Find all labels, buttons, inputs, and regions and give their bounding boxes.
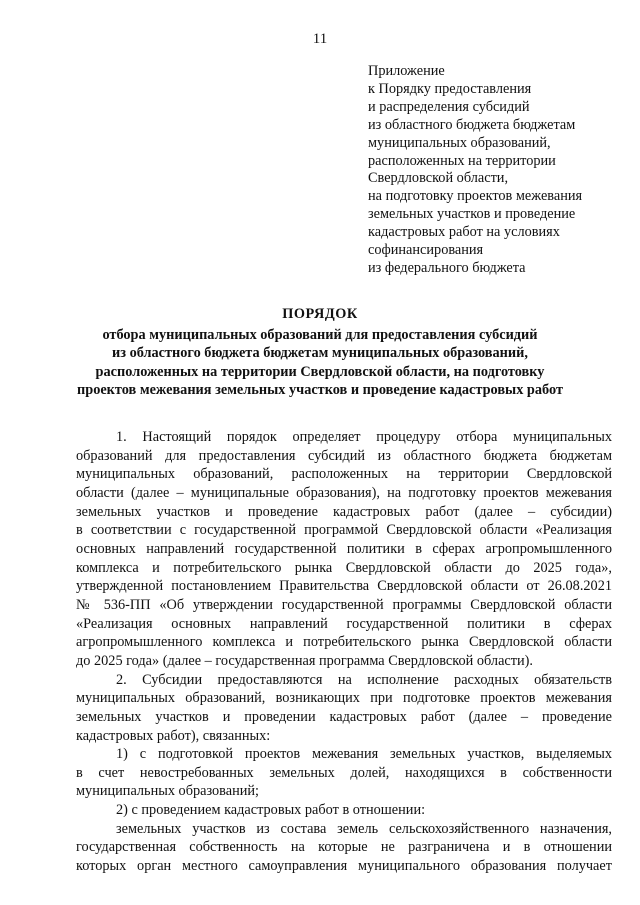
- body-line: государственная собственность на которые не разграничена и в отношении: [76, 839, 612, 856]
- body-line: 2. Субсидии предоставляются на исполнение расходных обязательств: [116, 671, 612, 688]
- body-line: «Реализация основных направлений государственной политики в сферах: [76, 615, 612, 632]
- body-line: муниципальных образований, возникающих при подготовке проектов межевания: [76, 690, 612, 707]
- document-title-block: [0, 305, 640, 400]
- body-line: 1) с подготовкой проектов межевания земельных участков, выделяемых: [116, 746, 612, 763]
- body-line: в счет невостребованных земельных долей, находящихся в собственности: [76, 764, 612, 781]
- document-body: [76, 428, 612, 876]
- appendix-line: к Порядку предоставления: [368, 80, 532, 97]
- body-line: агропромышленного комплекса и потребительского рынка Свердловской области: [76, 634, 612, 651]
- body-line: образований для предоставления субсидий из областного бюджета бюджетам: [76, 447, 612, 464]
- body-line: муниципальных образований;: [76, 783, 260, 800]
- appendix-line: муниципальных образований,: [368, 134, 551, 151]
- body-line: до 2025 года» (далее – государственная программа Свердловской области).: [76, 652, 533, 669]
- appendix-line: Свердловской области,: [368, 170, 509, 187]
- body-line: земельных участков и проведении кадастровых работ (далее – проведение: [76, 708, 612, 725]
- body-line: в соответствии с государственной программой Свердловской области «Реализация: [76, 522, 612, 539]
- body-line: которых орган местного самоуправления муниципального образования получает: [76, 858, 612, 875]
- page-number: 11: [312, 31, 328, 47]
- document-subtitle-line: проектов межевания земельных участков и проведение кадастровых работ: [77, 382, 563, 398]
- body-line: утвержденной постановлением Правительства Свердловской области от 26.08.2021: [76, 578, 612, 595]
- appendix-line: расположенных на территории: [368, 152, 556, 169]
- appendix-line: софинансирования: [368, 242, 484, 259]
- appendix-line: земельных участков и проведение: [368, 206, 576, 223]
- body-line: области (далее – муниципальные образования), на подготовку проектов межевания: [76, 484, 612, 501]
- body-line: № 536-ПП «Об утверждении государственной программы Свердловской области: [76, 596, 612, 613]
- appendix-line: из областного бюджета бюджетам: [368, 116, 576, 133]
- body-line: 2) с проведением кадастровых работ в отношении:: [116, 802, 426, 819]
- appendix-line: Приложение: [368, 63, 445, 79]
- body-line: комплекса и потребительского рынка Свердловской области до 2025 года»,: [76, 559, 612, 576]
- body-line: 1. Настоящий порядок определяет процедуру отбора муниципальных: [116, 429, 612, 445]
- appendix-line: на подготовку проектов межевания: [368, 188, 583, 205]
- document-subtitle-line: из областного бюджета бюджетам муниципальных образований,: [112, 345, 528, 361]
- document-subtitle-line: расположенных на территории Свердловской области, на подготовку: [95, 363, 545, 380]
- body-line: основных направлений государственной политики в сферах агропромышленного: [76, 540, 612, 557]
- appendix-line: из федерального бюджета: [368, 259, 526, 276]
- appendix-block: [368, 63, 638, 278]
- document-subtitle-line: отбора муниципальных образований для предоставления субсидий: [102, 326, 538, 343]
- body-line: кадастровых работ), связанных:: [76, 727, 271, 744]
- body-line: земельных участков из состава земель сельскохозяйственного назначения,: [116, 820, 612, 837]
- appendix-line: кадастровых работ на условиях: [368, 224, 560, 241]
- body-line: муниципальных образований, расположенных на территории Свердловской: [76, 466, 612, 483]
- appendix-line: и распределения субсидий: [368, 98, 530, 115]
- document-title: ПОРЯДОК: [282, 306, 358, 322]
- body-line: земельных участков и проведение кадастровых работ (далее – субсидии): [76, 503, 612, 520]
